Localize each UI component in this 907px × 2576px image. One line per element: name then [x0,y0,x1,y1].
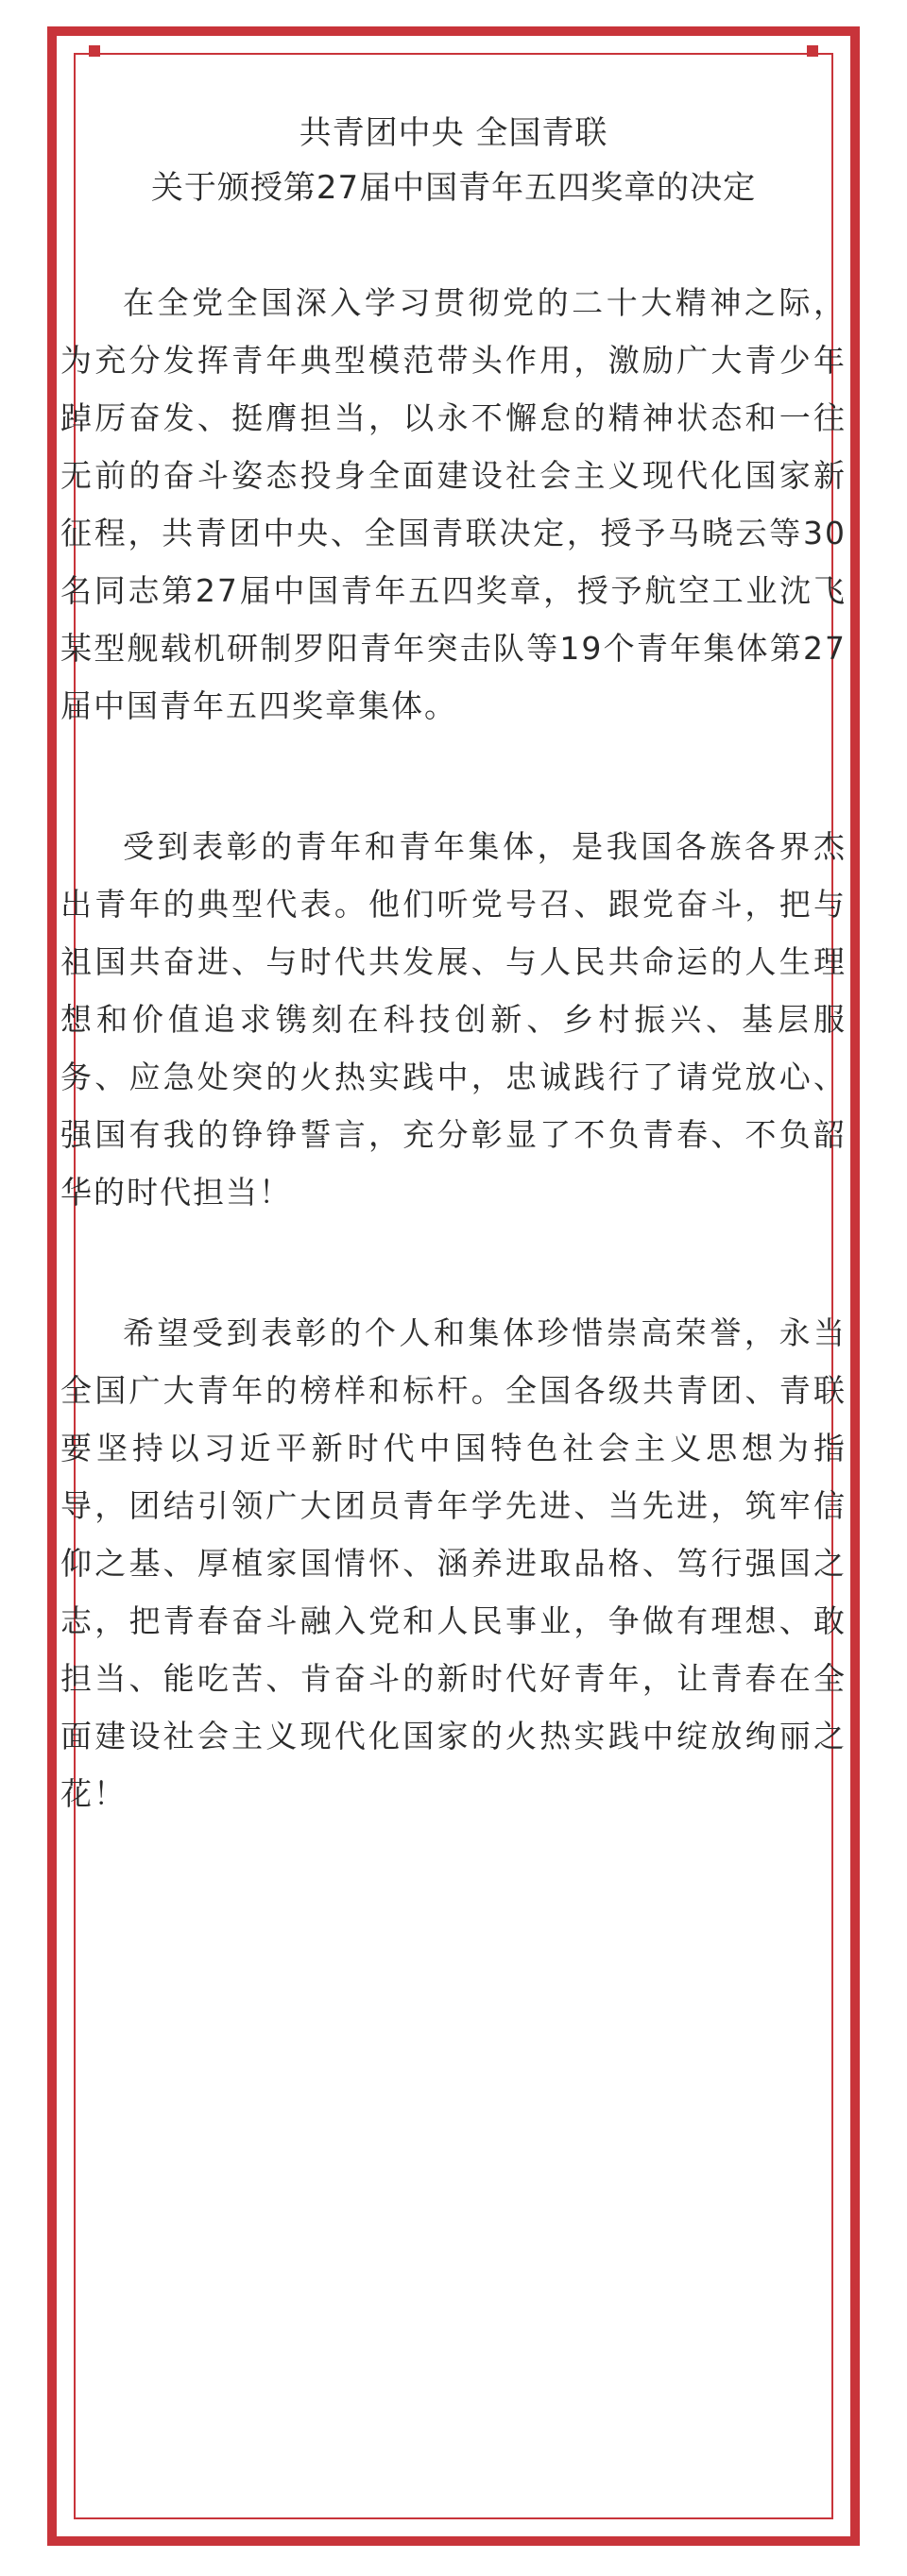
corner-ornament-left [89,45,100,57]
paragraph-honorees: 受到表彰的青年和青年集体，是我国各族各界杰出青年的典型代表。他们听党号召、跟党奋斗，把与祖国共奋进、与时代共发展、与人民共命运的人生理想和价值追求镌刻在科技创新、乡村振兴、基层服务、应急处突的火热实践中，忠诚践行了请党放心、强国有我的铮铮誓言，充分彰显了不负青春、不负韶华的时代担当！ [60,828,847,1211]
document-content [60,106,847,1822]
title-issuer: 共青团中央 全国青联 [299,114,608,152]
title-subject: 关于颁授第27届中国青年五四奖章的决定 [150,169,757,207]
document-title [60,106,847,215]
corner-ornament-right [807,45,818,57]
paragraph-decision: 在全党全国深入学习贯彻党的二十大精神之际，为充分发挥青年典型模范带头作用，激励广大青少年踔厉奋发、挺膺担当，以永不懈怠的精神状态和一往无前的奋斗姿态投身全面建设社会主义现代化国家新征程，共青团中央、全国青联决定，授予马晓云等30名同志第27届中国青年五四奖章，授予航空工业沈飞某型舰载机研制罗阳青年突击队等19个青年集体第27届中国青年五四奖章集体。 [60,284,847,724]
paragraph-expectations: 希望受到表彰的个人和集体珍惜崇高荣誉，永当全国广大青年的榜样和标杆。全国各级共青团、青联要坚持以习近平新时代中国特色社会主义思想为指导，团结引领广大团员青年学先进、当先进，筑牢信仰之基、厚植家国情怀、涵养进取品格、笃行强国之志，把青春奋斗融入党和人民事业，争做有理想、敢担当、能吃苦、肯奋斗的新时代好青年，让青春在全面建设社会主义现代化国家的火热实践中绽放绚丽之花！ [60,1314,847,1812]
